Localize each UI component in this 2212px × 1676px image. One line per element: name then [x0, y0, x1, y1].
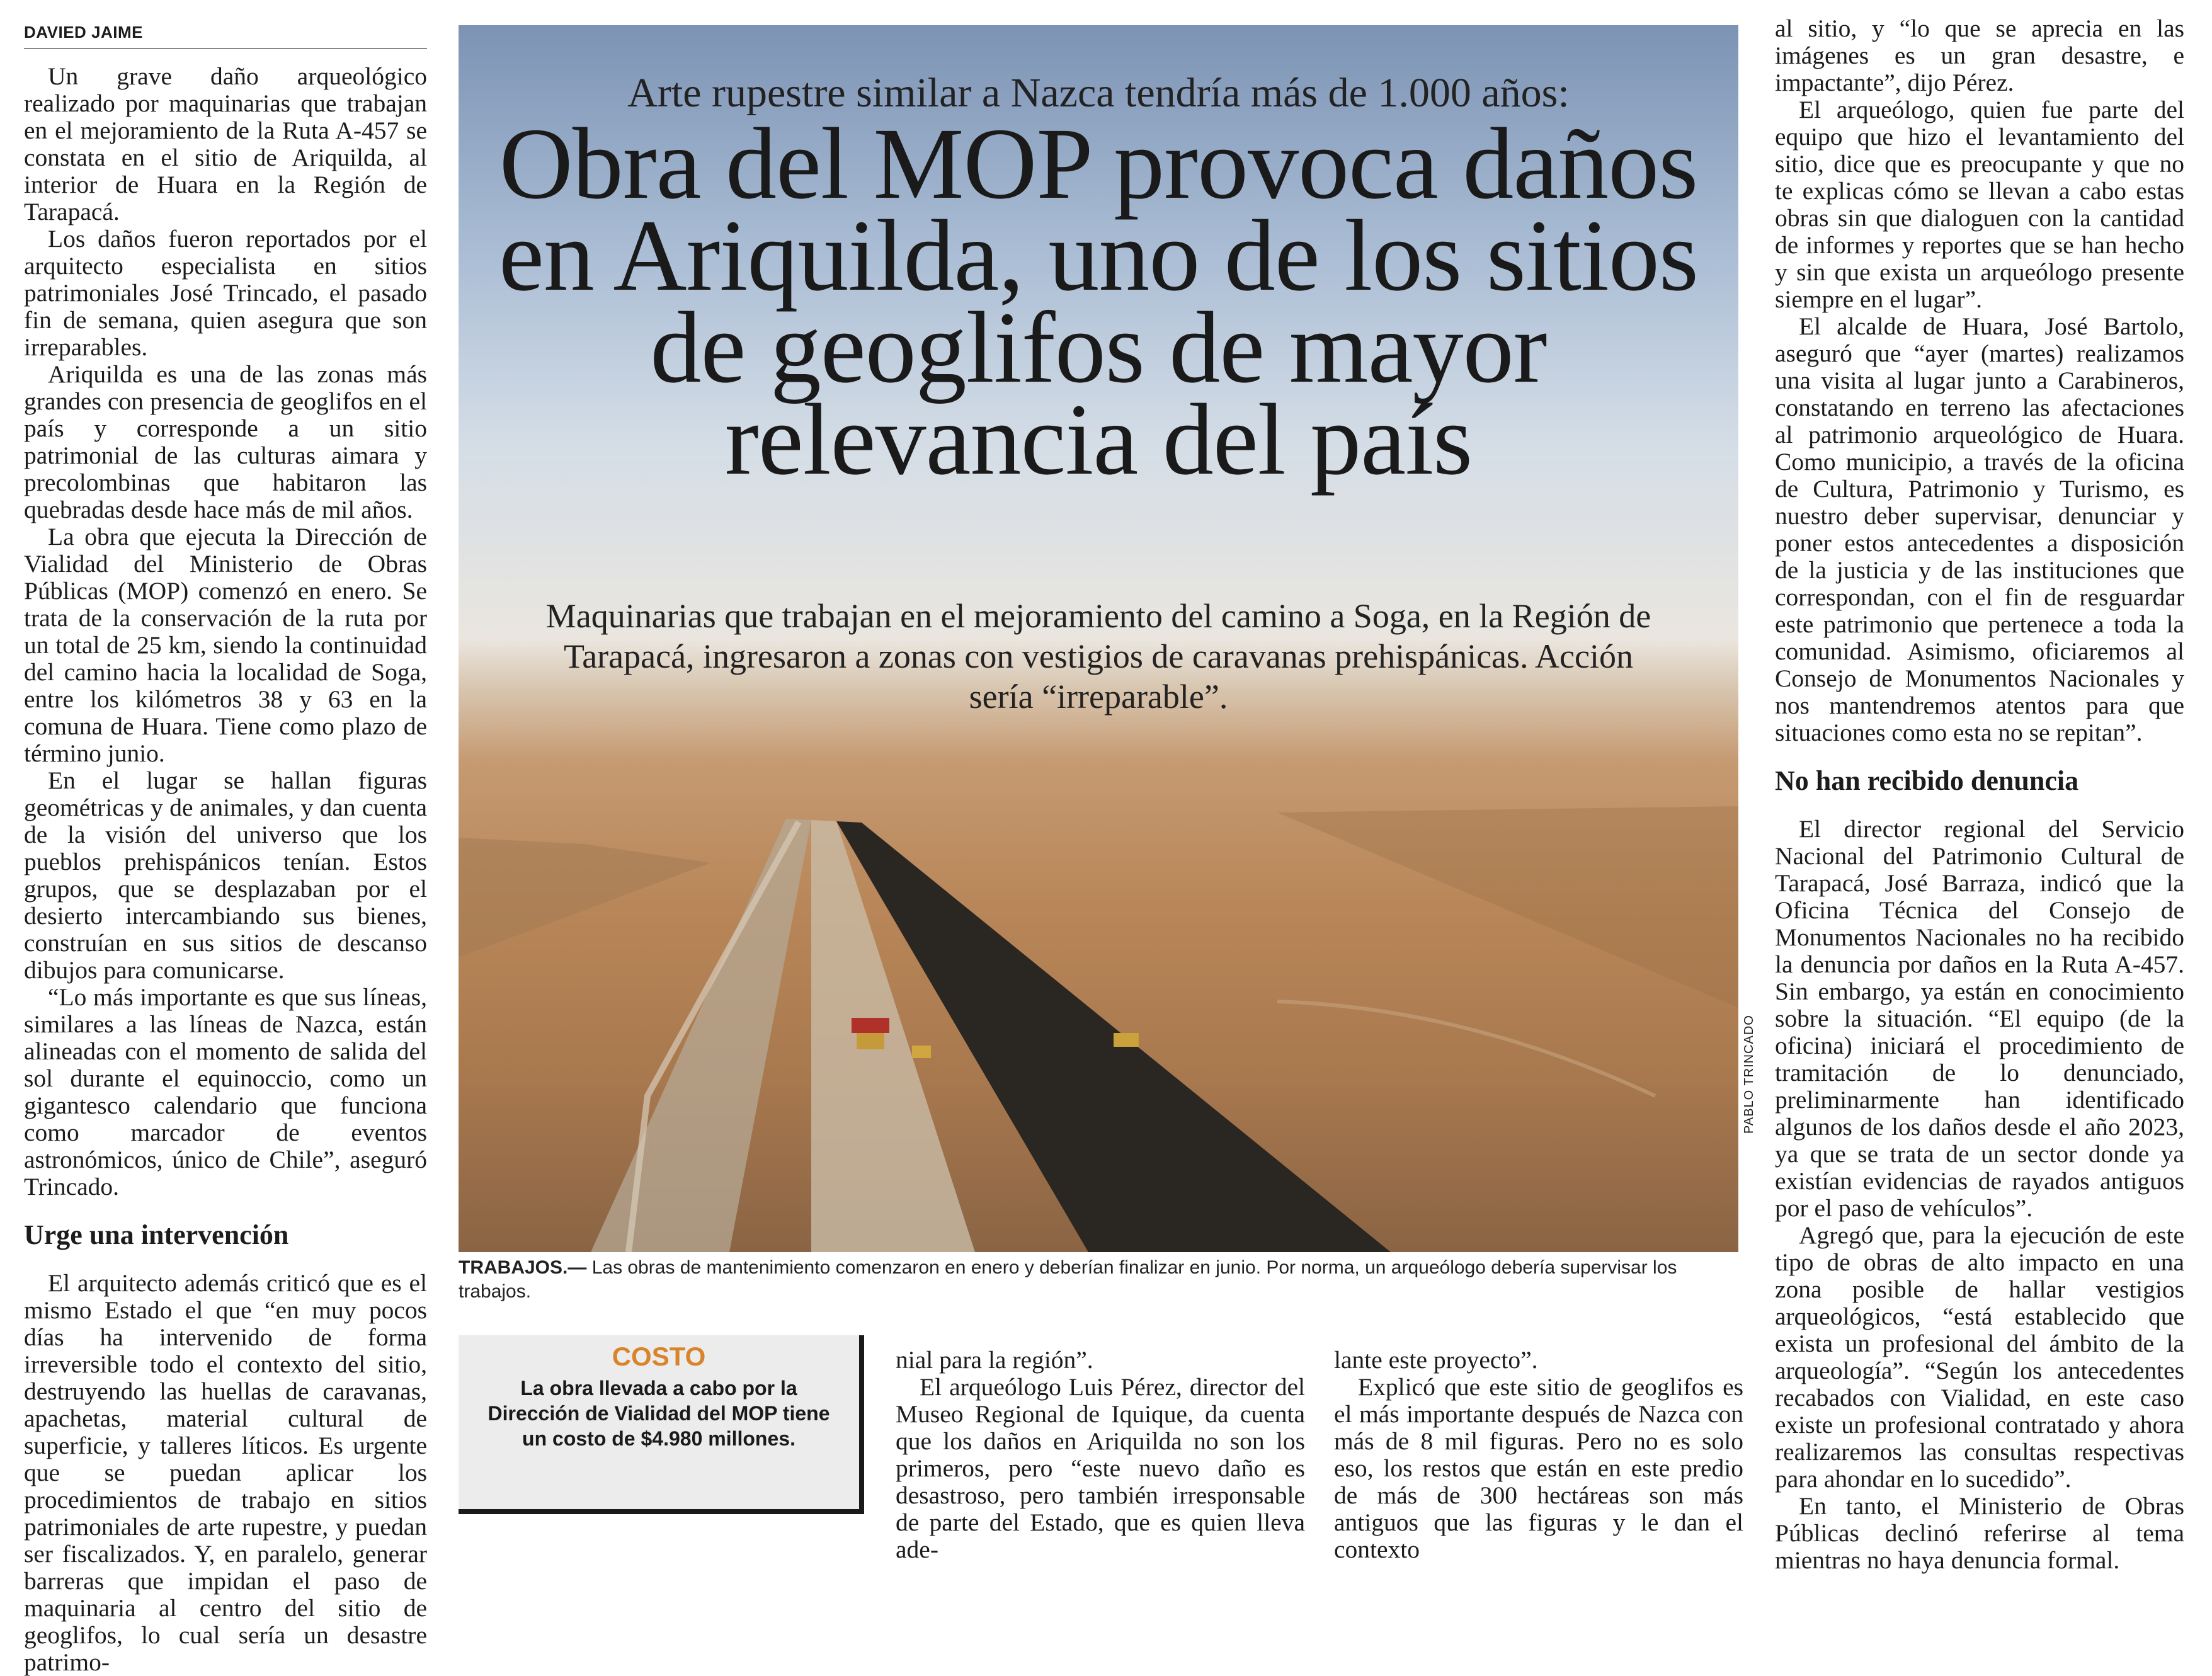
column-1 [24, 63, 427, 1676]
photo-caption [459, 1256, 1743, 1304]
paragraph: El alcalde de Huara, José Bartolo, aseguró que “ayer (martes) realizamos una visita al lugar junto a Carabineros, constatando en terreno las afectaciones al patrimonio arqueológico de Huara. Como municipio, a través de la oficina de Cultura, Patrimonio y Turismo, es nuestro deber supervisar, denunciar y poner estos antecedentes a disposición de la justicia y de las instituciones que correspondan, con el fin de resguardar este patrimonio que pertenece a toda la comunidad. Asimismo, oficiaremos al Consejo de Monumentos Nacionales y nos mantendremos atentos para que situaciones como esta no se repitan”. [1775, 312, 2184, 746]
photo-credit [1742, 1015, 1767, 1272]
photo-credit-text: PABLO TRINCADO [1742, 1015, 1756, 1134]
cost-text: La obra llevada a cabo por la Dirección de Vialidad del MOP tiene un costo de $4.980 millones. [487, 1377, 830, 1450]
byline-divider [24, 48, 427, 49]
paragraph: Un grave daño arqueológico realizado por maquinarias que trabajan en el mejoramiento de la Ruta A-457 se constata en el sitio de Ariquilda, al interior de Huara en la Región de Tarapacá. [24, 62, 427, 225]
paragraph: En el lugar se hallan figuras geométricas y de animales, y dan cuenta de la visión del universo que los pueblos prehispánicos tenían. Estos grupos, que se desplazaban por el desierto intercambiando sus bienes, construían en sus sitios de descanso dibujos para comunicarse. [24, 767, 427, 984]
column-4 [1775, 15, 2184, 1574]
paragraph: “Lo más importante es que sus líneas, similares a las líneas de Nazca, están alineadas con el momento de salida del sol durante el equinoccio, como un gigantesco calendario que funciona como marcador de eventos astronómicos, único de Chile”, aseguró Trincado. [24, 983, 427, 1200]
column-3 [1334, 1347, 1743, 1563]
byline: DAVIED JAIME [24, 23, 143, 42]
paragraph: La obra que ejecuta la Dirección de Vialidad del Ministerio de Obras Públicas (MOP) comenzó en enero. Se trata de la conservación de la ruta por un total de 25 km, siendo la continuidad del camino hacia la localidad de Soga, entre los kilómetros 38 y 63 en la comuna de Huara. Tiene como plazo de término junio. [24, 523, 427, 767]
subhead: No han recibido denuncia [1775, 765, 2079, 796]
cost-label: COSTO [612, 1342, 706, 1371]
deck: Maquinarias que trabajan en el mejoramiento del camino a Soga, en la Región de Tarapacá, ingresaron a zonas con vestigios de caravanas prehispánicas. Acción sería “irreparable”. [545, 597, 1651, 715]
paragraph: El arqueólogo Luis Pérez, director del Museo Regional de Iquique, da cuenta que los daños en Ariquilda no son los primeros, pero “este nuevo daño es desastroso, pero también irresponsable de parte del Estado, que es quien lleva ade- [896, 1373, 1305, 1563]
paragraph: al sitio, y “lo que se aprecia en las imágenes es un gran desastre, e impactante”, dijo Pérez. [1775, 14, 2184, 96]
paragraph: nial para la región”. [896, 1346, 1093, 1374]
paragraph: El arquitecto además criticó que es el mismo Estado el que “en muy pocos días ha intervenido de forma irreversible todo el contexto del sitio, destruyendo las huellas de caravanas, apachetas, material cultural de superficie, y talleres líticos. Es urgente que se puedan aplicar los procedimientos de trabajo en sitios patrimoniales de arte rupestre, y puedan ser fiscalizados. Y, en paralelo, generar barreras que impidan el paso de maquinaria al centro del sitio de geoglifos, lo cual sería un desastre patrimo- [24, 1269, 427, 1676]
paragraph: El arqueólogo, quien fue parte del equipo que hizo el levantamiento del sitio, dice que es preocupante y que no te explicas cómo se llevan a cabo estas obras sin que dialoguen con la cantidad de informes y reportes que se han hecho y sin que exista un arqueólogo presente siempre en el lugar”. [1775, 96, 2184, 313]
headline: Obra del MOP provoca daños en Ariquilda, uno de los sitios de geoglifos de mayor relevancia del país [499, 108, 1698, 496]
paragraph: Ariquilda es una de las zonas más grandes con presencia de geoglifos en el país y corresponde a un sitio patrimonial de las culturas aimara y precolombinas que habitaron las quebradas desde hace más de mil años. [24, 360, 427, 523]
paragraph: Los daños fueron reportados por el arquitecto especialista en sitios patrimoniales José Trincado, el pasado fin de semana, quien asegura que son irreparables. [24, 225, 427, 361]
kicker: Arte rupestre similar a Nazca tendría más de 1.000 años: [627, 70, 1570, 116]
column-2 [896, 1347, 1305, 1563]
paragraph: En tanto, el Ministerio de Obras Públicas declinó referirse al tema mientras no haya denuncia formal. [1775, 1492, 2184, 1574]
paragraph: Explicó que este sitio de geoglifos es el más importante después de Nazca con más de 8 mil figuras. Pero no es solo eso, los restos que están en este predio de más de 300 hectáreas son más antiguos que las figuras y le dan el contexto [1334, 1373, 1743, 1563]
paragraph: Agregó que, para la ejecución de este tipo de obras de alto impacto en una zona posible de hallar vestigios arqueológicos, “está establecido que exista un profesional del ámbito de la arqueología”. “Según los antecedentes recabados con Vialidad, en este caso existe un profesional contratado y ahora realizaremos las consultas respectivas para ahondar en lo sucedido”. [1775, 1221, 2184, 1493]
hero-photo [459, 25, 1738, 1252]
subhead: Urge una intervención [24, 1219, 289, 1250]
cost-box [459, 1335, 864, 1514]
paragraph: lante este proyecto”. [1334, 1346, 1538, 1374]
caption-label: TRABAJOS.— [459, 1257, 587, 1278]
caption-text: Las obras de mantenimiento comenzaron en enero y deberían finalizar en junio. Por norma, un arqueólogo debería supervisar los trabajos. [459, 1257, 1677, 1302]
paragraph: El director regional del Servicio Nacional del Patrimonio Cultural de Tarapacá, José Barraza, indicó que la Oficina Técnica del Consejo de Monumentos Nacionales no ha recibido la denuncia por daños en la Ruta A-457. Sin embargo, ya están en conocimiento sobre la situación. “El equipo (de la oficina) iniciará el procedimiento de tramitación de lo denunciado, preliminarmente han identificado algunos de los daños desde el año 2023, ya que se trata de un sector donde ya existían evidencias de rayados antiguos por el paso de vehículos”. [1775, 815, 2184, 1222]
